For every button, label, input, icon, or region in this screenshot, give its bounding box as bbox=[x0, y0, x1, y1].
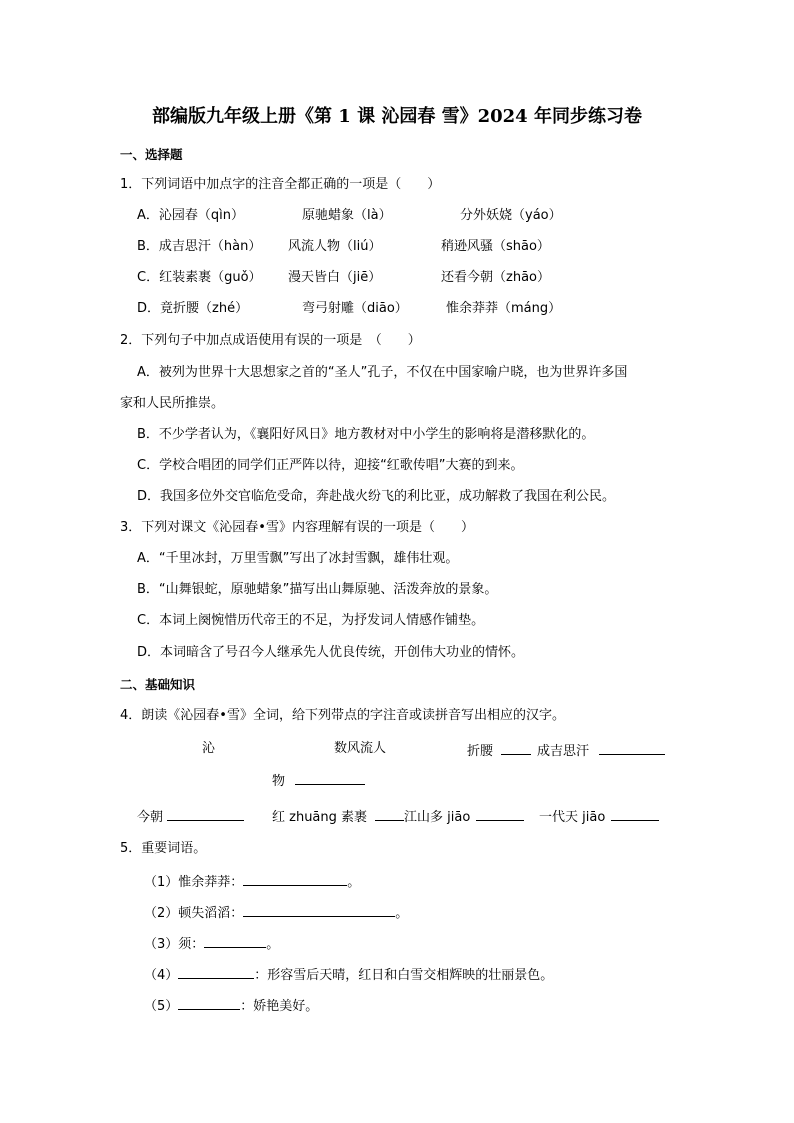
q5-blank-3[interactable] bbox=[204, 933, 266, 948]
page-title: 部编版九年级上册《第 1 课 沁园春 雪》2024 年同步练习卷 bbox=[152, 106, 642, 127]
q1-option-b-3: 稍逊风骚（shāo） bbox=[441, 239, 550, 254]
q5-blank-4[interactable] bbox=[178, 964, 254, 979]
q1-option-b-2: 风流人物（liú） bbox=[288, 239, 382, 254]
q1-option-d-2: 弯弓射雕（diāo） bbox=[302, 301, 408, 316]
question-5-stem: 5．重要词语。 bbox=[120, 841, 207, 856]
q4-word-yidaitianjiao: 一代天 jiāo bbox=[539, 806, 659, 827]
q4-word-shu: 数风流人 bbox=[334, 741, 387, 756]
q4-blank-zhuang[interactable] bbox=[375, 806, 404, 821]
q2-option-c: C．学校合唱团的同学们正严阵以待，迎接“红歌传唱”大赛的到来。 bbox=[137, 458, 524, 473]
q5-blank-5[interactable] bbox=[178, 995, 240, 1010]
q4-word-zheyao: 折腰 bbox=[467, 740, 531, 761]
q3-option-c: C．本词上阕惋惜历代帝王的不足，为抒发词人情感作铺垫。 bbox=[137, 613, 485, 628]
q5-blank-1[interactable] bbox=[243, 871, 347, 886]
section-heading-choice: 一、选择题 bbox=[120, 147, 183, 162]
q4-blank-jiao-2[interactable] bbox=[611, 806, 659, 821]
q1-option-a-2: 原驰蜡象（là） bbox=[302, 208, 392, 223]
q4-word-chengjisihan: 成吉思汗 bbox=[537, 740, 665, 761]
q1-option-c-3: 还看今朝（zhāo） bbox=[441, 270, 550, 285]
q1-option-d-1: D．竟折腰（zhé） bbox=[137, 301, 249, 316]
question-3-stem: 3．下列对课文《沁园春•雪》内容理解有误的一项是（ ） bbox=[120, 520, 474, 535]
q3-option-d: D．本词暗含了号召今人继承先人优良传统，开创伟大功业的情怀。 bbox=[137, 645, 525, 660]
q5-item-1: （1）惟余莽莽： 。 bbox=[144, 871, 360, 892]
q4-blank-han[interactable] bbox=[599, 740, 665, 755]
q1-option-c-2: 漫天皆白（jiē） bbox=[288, 270, 382, 285]
section-heading-basics: 二、基础知识 bbox=[120, 677, 196, 692]
q2-option-a-line2: 家和人民所推崇。 bbox=[120, 396, 225, 411]
q4-word-qin: 沁 bbox=[202, 741, 216, 756]
q4-blank-jiao-1[interactable] bbox=[476, 806, 524, 821]
q5-blank-2[interactable] bbox=[243, 902, 395, 917]
q4-blank-zhao[interactable] bbox=[167, 806, 244, 821]
q2-option-a-line1: A．被列为世界十大思想家之首的“圣人”孔子，不仅在中国家喻户晓，也为世界许多国 bbox=[137, 365, 628, 380]
q2-option-d: D．我国多位外交官临危受命，奔赴战火纷飞的利比亚，成功解救了我国在利公民。 bbox=[137, 489, 616, 504]
q5-item-2: （2）顿失滔滔： 。 bbox=[144, 902, 408, 923]
q4-word-wu: 物 bbox=[272, 770, 365, 791]
q5-item-5: （5） ：娇艳美好。 bbox=[144, 995, 318, 1016]
q1-option-d-3: 惟余莽莽（máng） bbox=[446, 301, 562, 316]
q4-blank-zheyao[interactable] bbox=[501, 740, 531, 755]
q1-option-a-3: 分外妖娆（yáo） bbox=[460, 208, 562, 223]
question-1-stem: 1．下列词语中加点字的注音全都正确的一项是（ ） bbox=[120, 177, 441, 192]
question-4-stem: 4．朗读《沁园春•雪》全词，给下列带点的字注音或读拼音写出相应的汉字。 bbox=[120, 708, 565, 723]
q1-option-c-1: C．红装素裹（guǒ） bbox=[137, 270, 262, 285]
q2-option-b: B．不少学者认为，《襄阳好风日》地方教材对中小学生的影响将是潜移默化的。 bbox=[137, 427, 595, 442]
q4-word-hongzhuang: 红 zhuāng 素裹 bbox=[272, 806, 404, 827]
q5-item-4: （4） ：形容雪后天晴，红日和白雪交相辉映的壮丽景色。 bbox=[144, 964, 553, 985]
question-2-stem: 2．下列句子中加点成语使用有误的一项是 （ ） bbox=[120, 333, 421, 348]
q1-option-a-1: A．沁园春（qìn） bbox=[137, 208, 244, 223]
q4-word-jiangshanduojiao: 江山多 jiāo bbox=[404, 806, 524, 827]
q1-option-b-1: B．成吉思汗（hàn） bbox=[137, 239, 262, 254]
q4-word-jinzhao: 今朝 bbox=[137, 806, 244, 827]
q4-blank-shu[interactable] bbox=[295, 770, 365, 785]
q5-item-3: （3）须： 。 bbox=[144, 933, 279, 954]
q3-option-b: B．“山舞银蛇，原驰蜡象”描写出山舞原驰、活泼奔放的景象。 bbox=[137, 582, 498, 597]
q3-option-a: A．“千里冰封，万里雪飘”写出了冰封雪飘，雄伟壮观。 bbox=[137, 551, 459, 566]
